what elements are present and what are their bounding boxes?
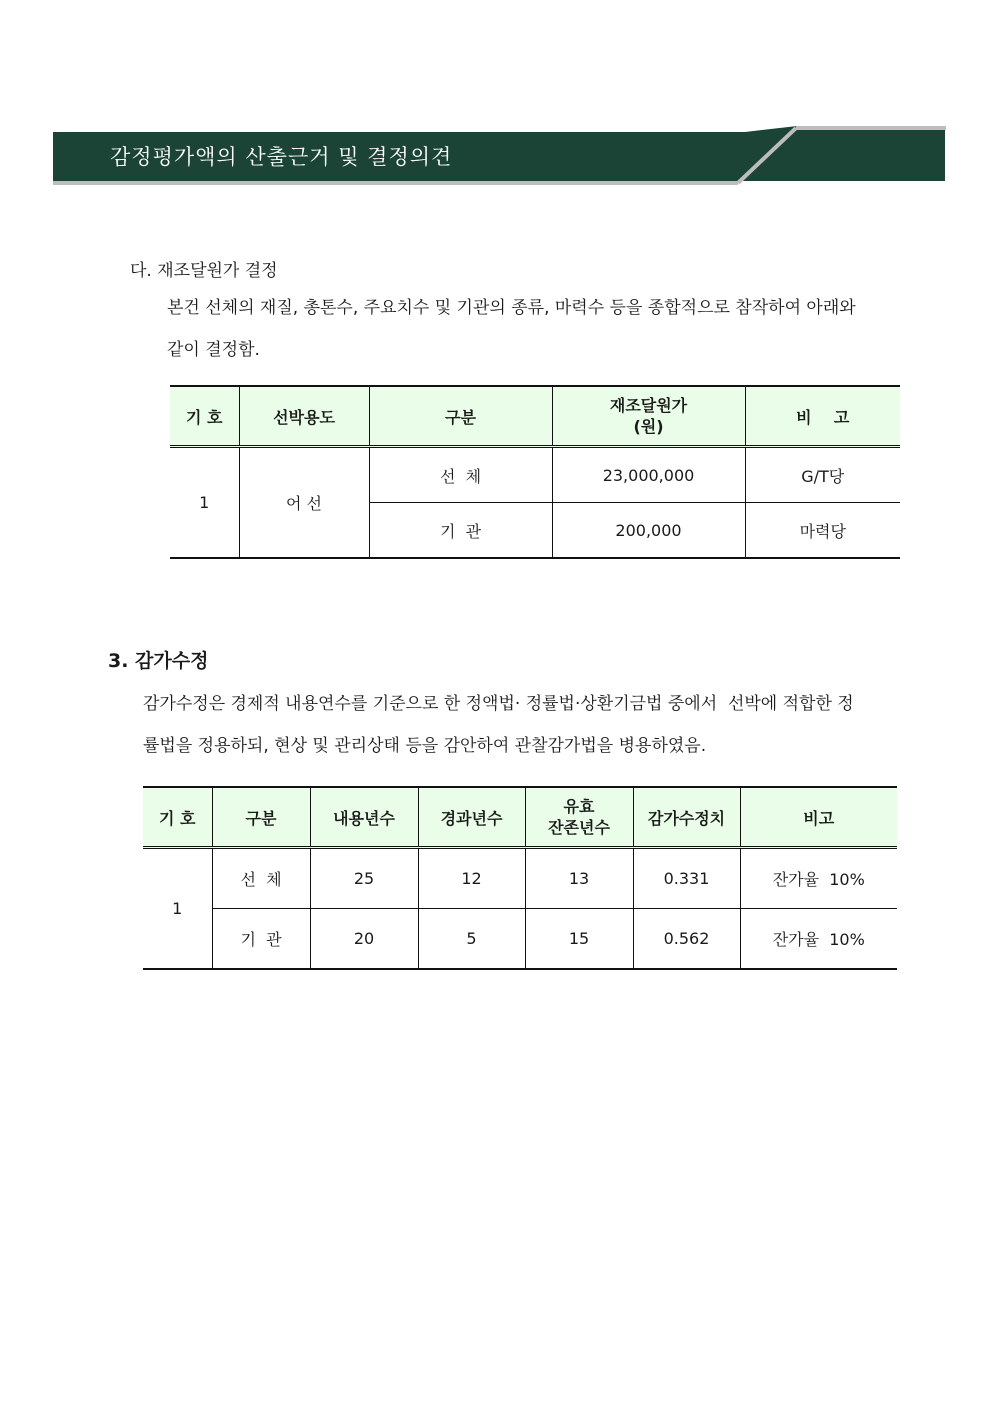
table-cell: 기 관 [212,909,310,970]
paragraph-line: 같이 결정함. [167,340,260,360]
table-cell: 25 [310,848,418,909]
column-header: 비 고 [745,386,900,447]
paragraph-line: 본건 선체의 재질, 총톤수, 주요치수 및 기관의 종류, 마력수 등을 종합적으로 참작하여 아래와 [167,298,856,318]
replacement-cost-table [170,385,900,559]
table-cell: 12 [418,848,525,909]
column-header: 기 호 [143,787,212,848]
table-cell: 잔가율 10% [740,848,897,909]
table-cell: 선 체 [212,848,310,909]
page-title: 감정평가액의 산출근거 및 결정의견 [110,145,453,169]
table-cell: 기 관 [369,503,552,559]
table-cell: 선 체 [369,447,552,503]
column-header: 감가수정치 [633,787,740,848]
table-cell: 1 [170,447,239,559]
table-cell: G/T당 [745,447,900,503]
paragraph-line: 감가수정은 경제적 내용연수를 기준으로 한 정액법· 정률법·상환기금법 중에서 선박에 적합한 정 [143,694,854,714]
header-line: 재조달원가 [609,396,688,415]
header-line: 잔존년수 [548,818,610,837]
table-cell: 어 선 [239,447,369,559]
column-header: 비고 [740,787,897,848]
column-header: 내용년수 [310,787,418,848]
table-cell: 5 [418,909,525,970]
paragraph-line: 률법을 정용하되, 현상 및 관리상태 등을 감안하여 관찰감가법을 병용하였음. [143,736,707,756]
column-header [525,787,633,848]
column-header: 구분 [212,787,310,848]
column-header: 기 호 [170,386,239,447]
table-cell: 1 [143,848,212,970]
column-header: 선박용도 [239,386,369,447]
table-cell: 0.331 [633,848,740,909]
column-header: 경과년수 [418,787,525,848]
table-cell: 20 [310,909,418,970]
section-heading: 3. 감가수정 [108,650,209,672]
table-cell: 200,000 [552,503,745,559]
table-cell: 15 [525,909,633,970]
table-row [143,848,897,909]
column-header: 구분 [369,386,552,447]
depreciation-table [143,786,897,970]
section-paragraph [143,683,903,767]
header-banner [0,0,1000,200]
table-row [170,447,900,503]
subsection-heading: 다. 재조달원가 결정 [130,261,278,281]
table-cell: 13 [525,848,633,909]
subsection-paragraph [167,287,907,371]
table-cell: 마력당 [745,503,900,559]
header-line: 유효 [563,797,595,816]
column-header [552,386,745,447]
header-line: (원) [633,417,664,436]
table-cell: 23,000,000 [552,447,745,503]
table-cell: 잔가율 10% [740,909,897,970]
table-cell: 0.562 [633,909,740,970]
table-row [143,909,897,970]
